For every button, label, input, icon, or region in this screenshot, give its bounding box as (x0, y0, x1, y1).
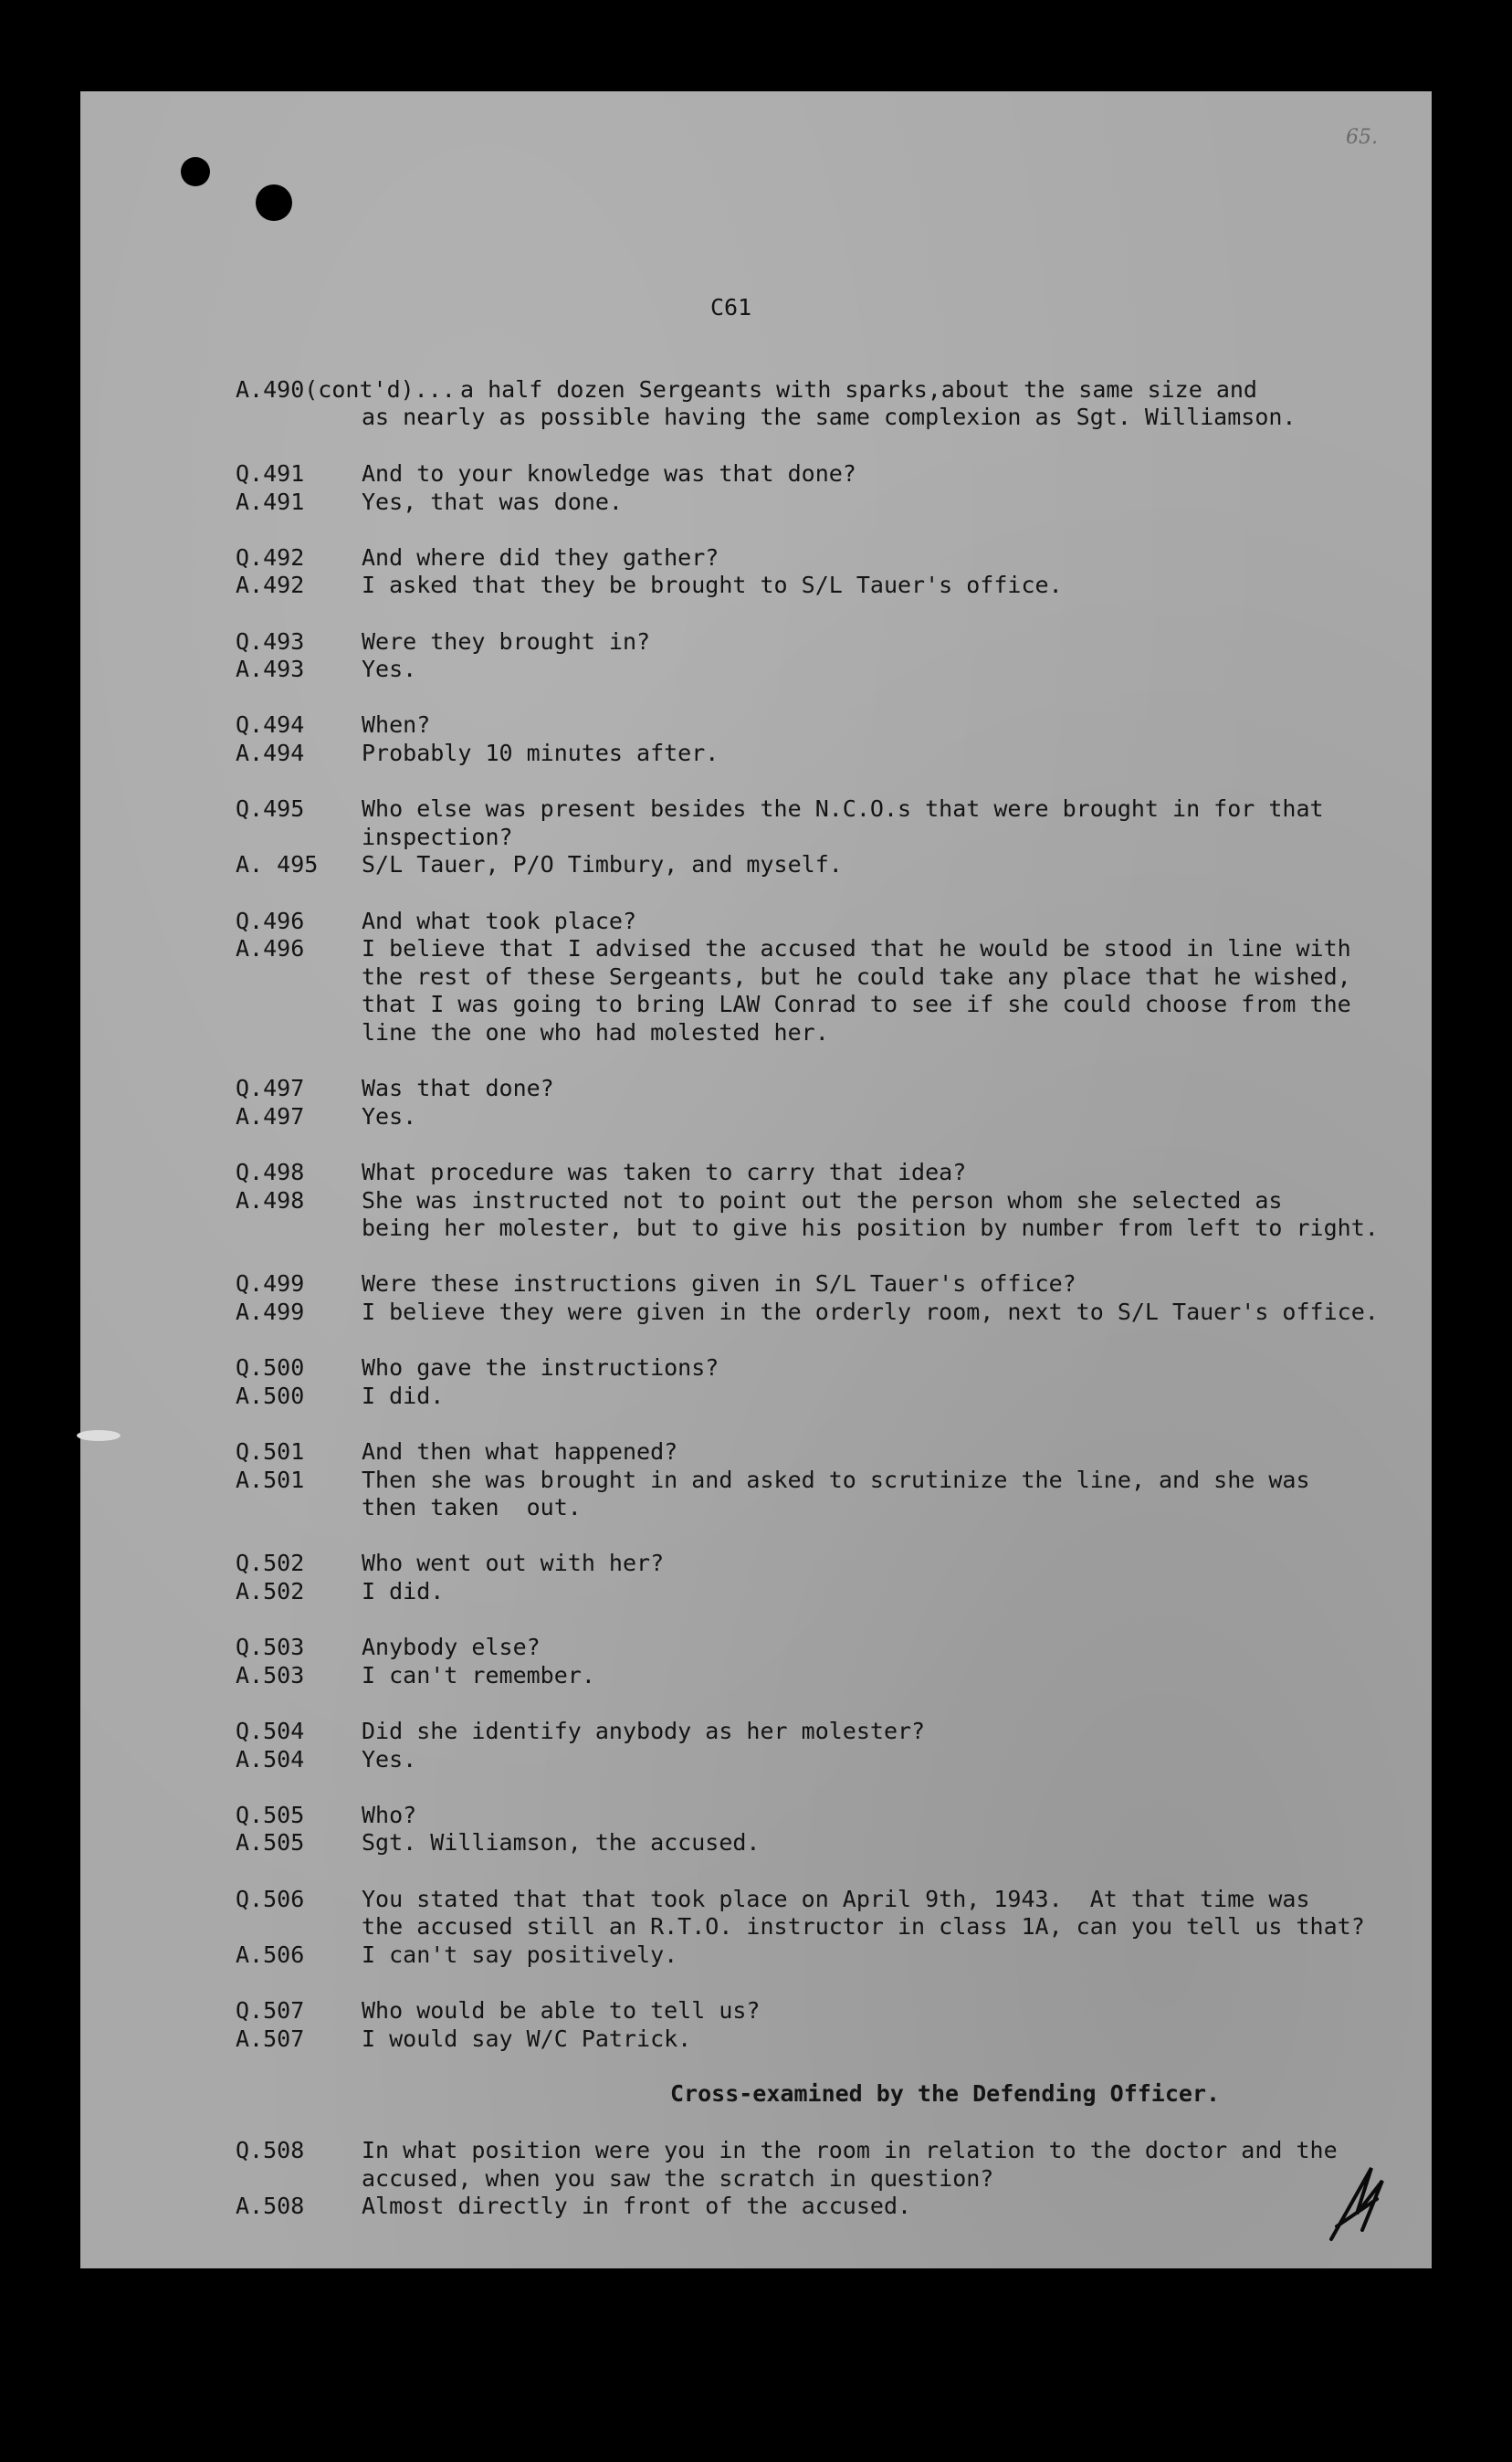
qa-label: A.506 (236, 1941, 305, 1968)
qa-text-line: Almost directly in front of the accused. (362, 2193, 912, 2220)
qa-label: Q.493 (236, 627, 305, 655)
qa-label: A.507 (236, 2025, 305, 2052)
qa-text-line: I asked that they be brought to S/L Tauer's office. (362, 572, 1063, 599)
qa-label: A.504 (236, 1745, 305, 1773)
qa-label: A.498 (236, 1186, 305, 1214)
corner-page-number: 65. (1346, 126, 1378, 149)
qa-label: A.499 (236, 1299, 305, 1325)
qa-label: A.500 (236, 1382, 305, 1409)
qa-text-line: Who else was present besides the N.C.O.s that were brought in for that (362, 795, 1324, 823)
qa-text-line: line the one who had molested her. (362, 1019, 829, 1046)
page-number: C61 (710, 294, 752, 321)
qa-label: Q.500 (236, 1354, 305, 1382)
qa-label: Q.499 (236, 1270, 305, 1298)
qa-text-line: the rest of these Sergeants, but he could take any place that he wished, (362, 963, 1351, 990)
qa-text-line: Did she identify anybody as her molester? (362, 1718, 926, 1744)
qa-text-line: What procedure was taken to carry that idea? (362, 1159, 967, 1185)
qa-text-line: Were these instructions given in S/L Tauer's office? (362, 1270, 1076, 1298)
qa-text-line: I believe that I advised the accused that he would be stood in line with (362, 935, 1351, 963)
qa-text-line: the accused still an R.T.O. instructor in class 1A, can you tell us that? (362, 1913, 1365, 1941)
qa-text-line: that I was going to bring LAW Conrad to see if she could choose from the (362, 991, 1351, 1018)
qa-text-line: In what position were you in the room in relation to the doctor and the (362, 2137, 1338, 2163)
edge-speck (77, 1430, 121, 1441)
qa-text-line: You stated that that took place on April 9th, 1943. At that time was (362, 1885, 1310, 1912)
qa-label: A.491 (236, 488, 305, 515)
qa-text-line: Sgt. Williamson, the accused. (362, 1829, 761, 1857)
qa-label: Q.494 (236, 711, 305, 739)
punch-hole (256, 184, 292, 221)
qa-text-line: And then what happened? (362, 1438, 678, 1465)
qa-text-line: Yes. (362, 1102, 417, 1130)
qa-text-line: She was instructed not to point out the person whom she selected as (362, 1186, 1283, 1214)
qa-label: Q.495 (236, 795, 305, 823)
qa-text-line: Who gave the instructions? (362, 1354, 719, 1382)
qa-text-line: Then she was brought in and asked to scrutinize the line, and she was (362, 1466, 1310, 1493)
handwritten-initials (1324, 2162, 1388, 2245)
continuation-line: a half dozen Sergeants with sparks,about the same size and (460, 376, 1257, 403)
qa-label: Q.491 (236, 460, 305, 487)
qa-text-line: When? (362, 711, 431, 739)
qa-text-line: Were they brought in? (362, 627, 651, 655)
qa-text-line: I did. (362, 1382, 445, 1409)
qa-text-line: Yes. (362, 656, 417, 683)
qa-label: Q.498 (236, 1159, 305, 1185)
qa-label: A. 495 (236, 851, 319, 879)
qa-label: Q.507 (236, 1997, 305, 2024)
punch-hole (181, 157, 210, 186)
continuation-label: A.490(cont'd)... (236, 376, 456, 403)
qa-text-line: Was that done? (362, 1075, 554, 1102)
qa-label: A.494 (236, 740, 305, 766)
qa-text-line: And where did they gather? (362, 543, 719, 571)
continuation-line: as nearly as possible having the same complexion as Sgt. Williamson. (362, 404, 1297, 430)
qa-text-line: I can't say positively. (362, 1941, 678, 1968)
qa-text-line: And to your knowledge was that done? (362, 460, 856, 487)
qa-text-line: Who would be able to tell us? (362, 1997, 761, 2024)
qa-label: A.497 (236, 1102, 305, 1130)
qa-text-line: Yes, that was done. (362, 488, 623, 515)
qa-text-line: Who went out with her? (362, 1550, 665, 1577)
qa-text-line: I can't remember. (362, 1661, 595, 1689)
qa-label: A.502 (236, 1578, 305, 1605)
qa-text-line: accused, when you saw the scratch in question? (362, 2164, 994, 2192)
qa-label: Q.508 (236, 2137, 305, 2163)
qa-label: Q.496 (236, 907, 305, 934)
qa-text-line: Probably 10 minutes after. (362, 740, 719, 766)
qa-label: Q.503 (236, 1634, 305, 1661)
qa-label: Q.506 (236, 1885, 305, 1912)
qa-label: Q.502 (236, 1550, 305, 1577)
qa-label: A.493 (236, 656, 305, 683)
qa-label: Q.505 (236, 1801, 305, 1828)
qa-label: A.492 (236, 572, 305, 599)
qa-label: Q.497 (236, 1075, 305, 1102)
qa-text-line: And what took place? (362, 907, 637, 934)
qa-label: A.496 (236, 935, 305, 963)
qa-text-line: being her molester, but to give his position by number from left to right. (362, 1215, 1379, 1242)
qa-text-line: Anybody else? (362, 1634, 541, 1661)
qa-label: A.503 (236, 1661, 305, 1689)
qa-label: Q.501 (236, 1438, 305, 1465)
qa-label: Q.504 (236, 1718, 305, 1744)
qa-text-line: inspection? (362, 823, 513, 850)
qa-text-line: I would say W/C Patrick. (362, 2025, 692, 2052)
qa-label: A.505 (236, 1829, 305, 1857)
document-page (80, 91, 1432, 2268)
qa-label: A.508 (236, 2193, 305, 2220)
qa-text-line: then taken out. (362, 1494, 582, 1521)
qa-text-line: I believe they were given in the orderly room, next to S/L Tauer's office. (362, 1299, 1379, 1325)
cross-exam-heading: Cross-examined by the Defending Officer. (670, 2080, 1221, 2107)
qa-text-line: Who? (362, 1801, 417, 1828)
qa-label: A.501 (236, 1466, 305, 1493)
qa-text-line: Yes. (362, 1745, 417, 1773)
qa-text-line: S/L Tauer, P/O Timbury, and myself. (362, 851, 843, 879)
qa-text-line: I did. (362, 1578, 445, 1605)
qa-label: Q.492 (236, 543, 305, 571)
